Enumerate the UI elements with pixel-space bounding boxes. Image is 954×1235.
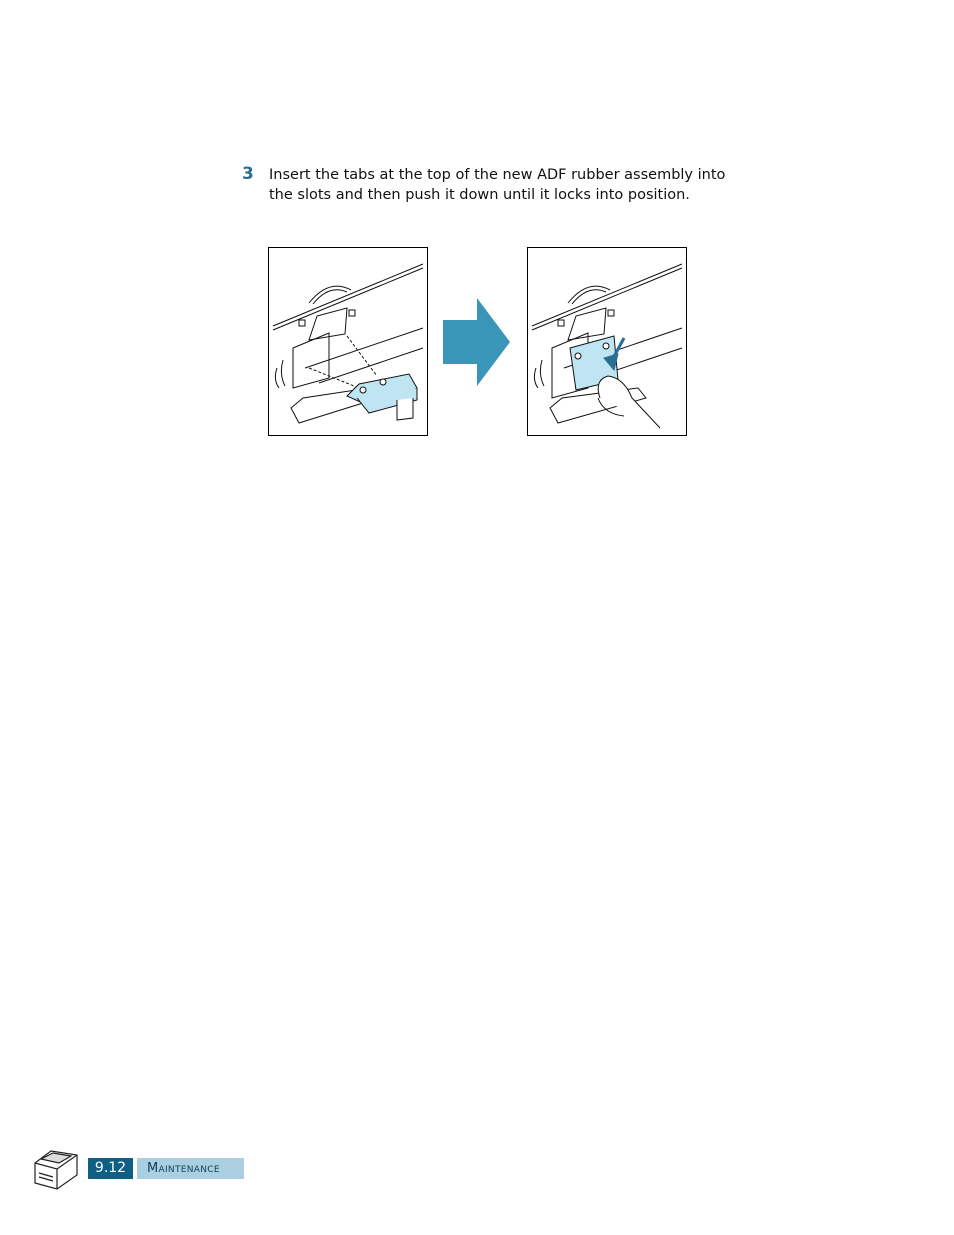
- step-text: Insert the tabs at the top of the new ADF rubber assembly into the slots and then push it down until it locks into position.: [269, 167, 726, 203]
- section-title: Maintenance: [137, 1158, 244, 1179]
- step-number: 3: [242, 164, 254, 184]
- figure-before-insert: [268, 247, 428, 436]
- printer-icon: [31, 1145, 81, 1191]
- figure-after-insert: [527, 247, 687, 436]
- page-number: 9.12: [88, 1158, 133, 1179]
- right-arrow-icon: [443, 298, 511, 386]
